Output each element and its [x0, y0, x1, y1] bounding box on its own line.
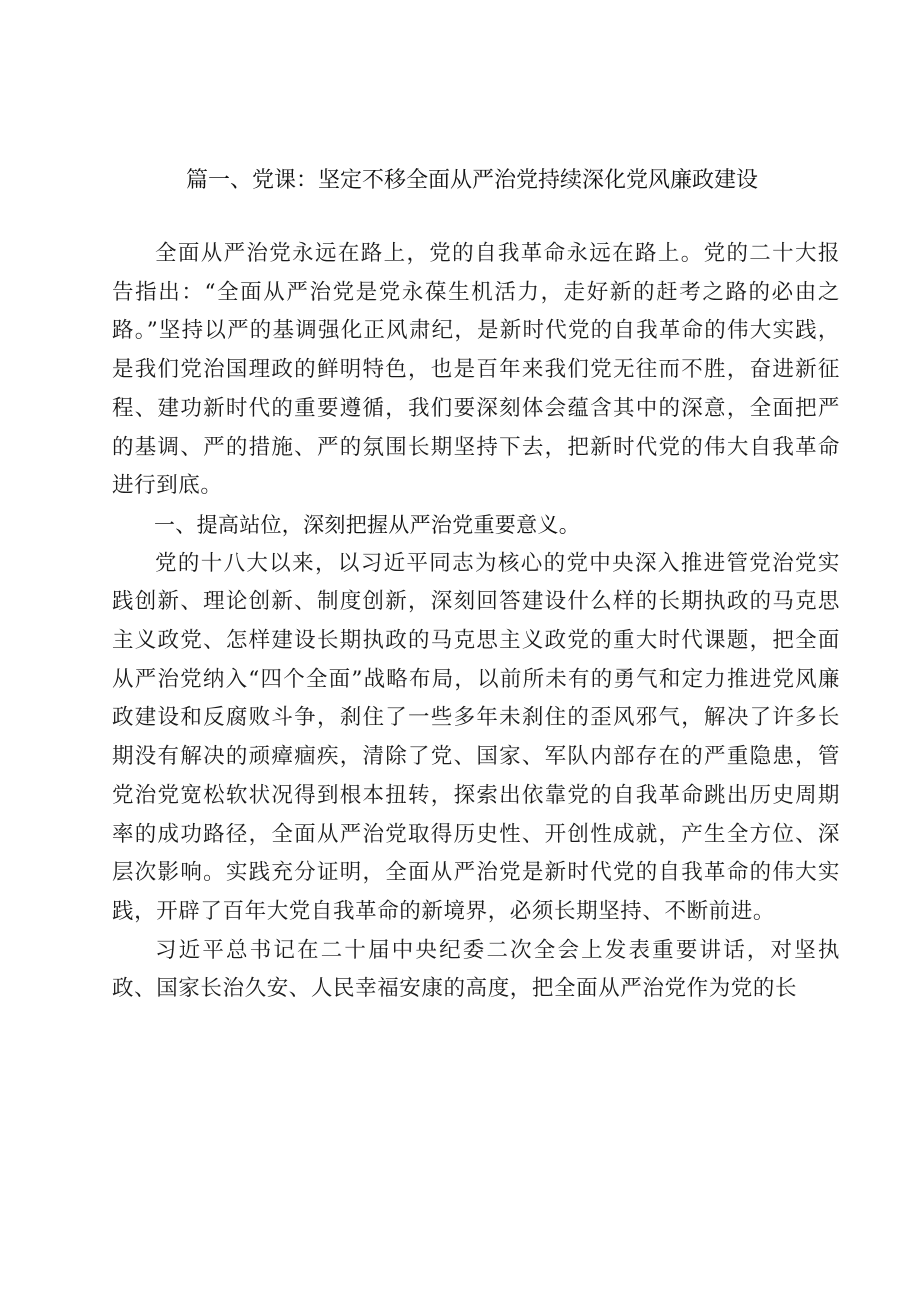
paragraph-section-1: 党的十八大以来，以习近平同志为核心的党中央深入推进管党治党实践创新、理论创新、制度创新，深刻回答建设什么样的长期执政的马克思主义政党、怎样建设长期执政的马克思主义政党的重大时代课题，把全面从严治党纳入“四个全面”战略布局，以前所未有的勇气和定力推进党风廉政建设和反腐败斗争，刹住了一些多年未刹住的歪风邪气，解决了许多长期没有解决的顽瘴痼疾，清除了党、国家、军队内部存在的严重隐患，管党治党宽松软状况得到根本扭转，探索出依靠党的自我革命跳出历史周期率的成功路径，全面从严治党取得历史性、开创性成就，产生全方位、深层次影响。实践充分证明，全面从严治党是新时代党的自我革命的伟大实践，开辟了百年大党自我革命的新境界，必须长期坚持、不断前进。 [112, 550, 840, 924]
section-heading-1: 一、提高站位，深刻把握从严治党重要意义。 [154, 512, 580, 537]
paragraph-section-1-continued: 习近平总书记在二十届中央纪委二次全会上发表重要讲话，对坚执政、国家长治久安、人民幸福安康的高度，把全面从严治党作为党的长 [112, 937, 840, 1002]
paragraph-intro: 全面从严治党永远在路上，党的自我革命永远在路上。党的二十大报告指出：“全面从严治党是党永葆生机活力，走好新的赶考之路的必由之路。”坚持以严的基调强化正风肃纪，是新时代党的自我革命的伟大实践，是我们党治国理政的鲜明特色，也是百年来我们党无往而不胜，奋进新征程、建功新时代的重要遵循，我们要深刻体会蕴含其中的深意，全面把严的基调、严的措施、严的氛围长期坚持下去，把新时代党的伟大自我革命进行到底。 [112, 241, 840, 499]
document-body [112, 235, 840, 1009]
document-title: 篇一、党课：坚定不移全面从严治党持续深化党风廉政建设 [185, 168, 758, 193]
